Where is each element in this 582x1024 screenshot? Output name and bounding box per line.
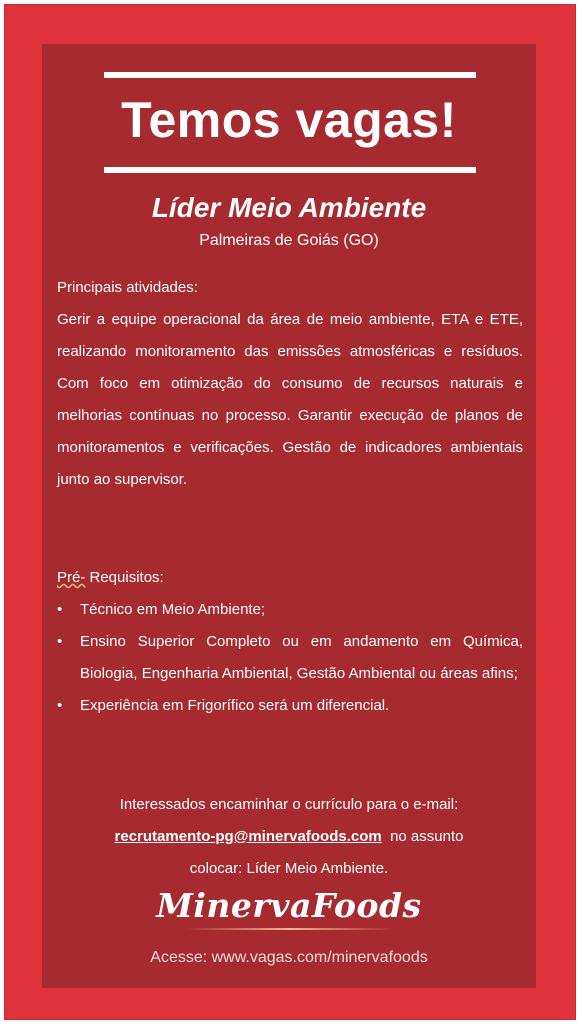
requirements-label — [57, 562, 523, 594]
requirement-text: Experiência em Frigorífico será um diferencial. — [80, 697, 390, 714]
headline: Temos vagas! — [121, 92, 457, 148]
brand-underline — [185, 928, 395, 930]
requirement-text: Técnico em Meio Ambiente; — [80, 601, 266, 618]
list-item — [57, 594, 523, 626]
requirement-text: Ensino Superior Completo ou em andamento em Química, Biologia, Engenharia Ambiental, Gestão Ambiental ou áreas afins; — [80, 633, 523, 682]
activities-label: Principais atividades: — [57, 279, 198, 296]
contact-intro: Interessados encaminhar o currículo para o e-mail: — [119, 796, 459, 813]
headline-rule-top — [104, 72, 476, 78]
subject-line: colocar: Líder Meio Ambiente. — [189, 860, 389, 877]
contact-email-line — [42, 821, 536, 853]
activities-description: Gerir a equipe operacional da área de meio ambiente, ETA e ETE, realizando monitoramento das emissões atmosféricas e resíduos. Com foco em otimização do consumo de recursos naturais e melhorias contínuas no processo. Garantir execução de planos de monitoramentos e verificações. Gestão de indicadores ambientais junto ao supervisor. — [57, 311, 523, 488]
list-item — [57, 690, 523, 722]
requirements-label-prefix: Pré- — [57, 569, 86, 586]
list-item — [57, 626, 523, 690]
headline-rule-bottom — [104, 167, 476, 173]
careers-site-link[interactable]: Acesse: www.vagas.com/minervafoods — [150, 949, 428, 966]
brand-logo: MinervaFoods — [156, 886, 422, 925]
requirements-label-rest: Requisitos: — [85, 569, 164, 586]
job-ad-panel — [42, 44, 536, 988]
requirements-list — [57, 594, 523, 722]
contact-block — [42, 789, 536, 885]
subject-prefix: no assunto — [390, 828, 464, 845]
email-link[interactable]: recrutamento-pg@minervafoods.com — [114, 828, 382, 845]
bullet-icon: • — [57, 633, 63, 650]
bullet-icon: • — [57, 697, 63, 714]
job-title: Líder Meio Ambiente — [151, 192, 427, 223]
job-location: Palmeiras de Goiás (GO) — [199, 232, 379, 249]
bullet-icon: • — [57, 601, 63, 618]
